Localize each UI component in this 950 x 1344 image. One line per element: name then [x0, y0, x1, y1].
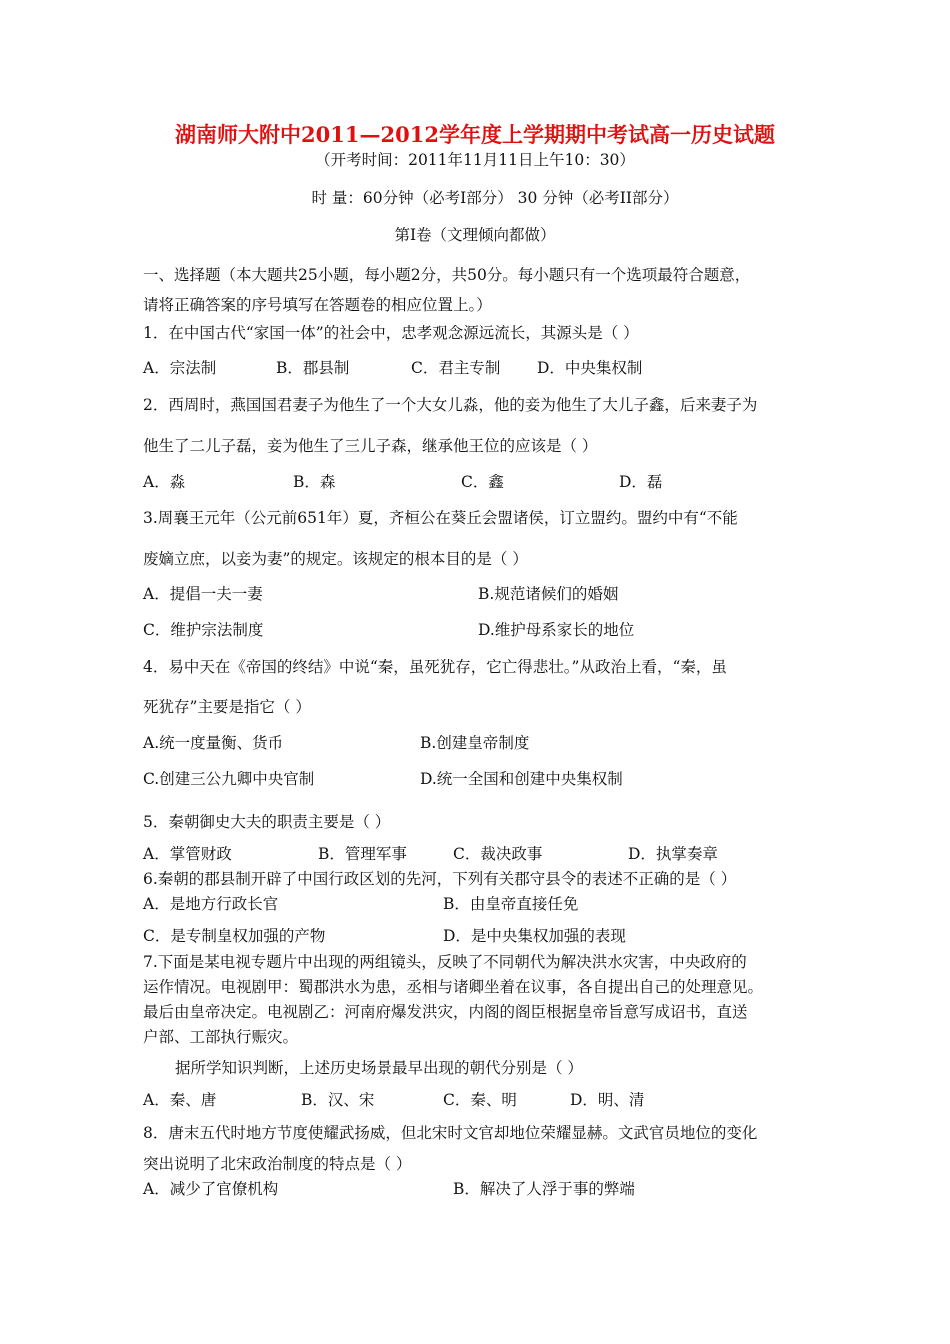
question-5-option-d: D．执掌奏章 — [628, 845, 718, 863]
question-2-stem-line-2: 他生了二儿子磊，妾为他生了三儿子森，继承他王位的应该是（ ） — [143, 437, 598, 455]
question-3-options-row-2 — [143, 623, 843, 641]
question-5-stem: 5．秦朝御史大夫的职责主要是（ ） — [143, 813, 391, 831]
question-6-options-row-2 — [143, 929, 843, 947]
question-6-option-a: A．是地方行政长官 — [143, 895, 279, 913]
question-6-option-b: B．由皇帝直接任免 — [443, 895, 579, 913]
question-5-option-c: C．裁决政事 — [453, 845, 543, 863]
question-2-option-d: D．磊 — [619, 473, 663, 491]
question-7-option-c: C．秦、明 — [443, 1091, 517, 1109]
question-4-options-row-2 — [143, 772, 843, 790]
question-1-option-c: C．君主专制 — [411, 359, 501, 377]
question-4-stem-line-1: 4．易中天在《帝国的终结》中说“秦，虽死犹存，它亡得悲壮。”从政治上看，“秦，虽 — [143, 658, 727, 676]
question-8-stem-line-2: 突出说明了北宋政治制度的特点是（ ） — [143, 1155, 412, 1173]
question-5-options — [143, 847, 843, 865]
question-4-options-row-1 — [143, 736, 843, 754]
question-7-option-a: A．秦、唐 — [143, 1091, 217, 1109]
question-2-options — [143, 475, 843, 493]
question-6-stem: 6.秦朝的郡县制开辟了中国行政区划的先河，下列有关郡守县令的表述不正确的是（ ） — [143, 870, 737, 888]
question-2-stem-line-1: 2．西周时，燕国国君妻子为他生了一个大女儿淼，他的妾为他生了大儿子鑫，后来妻子为 — [143, 396, 758, 414]
question-3-stem-line-1: 3.周襄王元年（公元前651年）夏，齐桓公在葵丘会盟诸侯，订立盟约。盟约中有“不能 — [143, 509, 738, 527]
question-8-option-a: A．减少了官僚机构 — [143, 1180, 279, 1198]
exam-start-time: （开考时间：2011年11月11日上午10：30） — [315, 151, 635, 169]
question-2-option-a: A．淼 — [143, 473, 186, 491]
question-7-stem-line-2: 运作情况。电视剧甲：蜀郡洪水为患，丞相与诸卿坐着在议事，各自提出自己的处理意见。 — [143, 978, 764, 996]
question-7-stem-line-3: 最后由皇帝决定。电视剧乙：河南府爆发洪灾，内阁的阁臣根据皇帝旨意写成诏书，直送 — [143, 1003, 748, 1021]
question-3-option-b: B.规范诸候们的婚姻 — [478, 585, 619, 603]
question-4-stem-line-2: 死犹存”主要是指它（ ） — [143, 698, 311, 716]
question-3-option-c: C．维护宗法制度 — [143, 621, 264, 639]
question-7-stem-line-4: 户部、工部执行赈灾。 — [143, 1028, 299, 1046]
question-6-option-c: C．是专制皇权加强的产物 — [143, 927, 326, 945]
question-2-option-c: C．鑫 — [461, 473, 504, 491]
question-7-option-d: D．明、清 — [570, 1091, 645, 1109]
question-3-option-d: D.维护母系家长的地位 — [478, 621, 635, 639]
question-1-option-a: A．宗法制 — [143, 359, 217, 377]
question-5-option-b: B．管理军事 — [318, 845, 407, 863]
volume-heading: 第Ⅰ卷（文理倾向都做） — [394, 226, 556, 244]
question-3-stem-line-2: 废嫡立庶，以妾为妻”的规定。该规定的根本目的是（ ） — [143, 550, 528, 568]
question-4-option-a: A.统一度量衡、货币 — [143, 734, 284, 752]
question-7-stem-line-1: 7.下面是某电视专题片中出现的两组镜头，反映了不同朝代为解决洪水灾害，中央政府的 — [143, 953, 747, 971]
question-7-option-b: B．汉、宋 — [301, 1091, 375, 1109]
section-intro-line-1: 一、选择题（本大题共25小题，每小题2分，共50分。每小题只有一个选项最符合题意， — [143, 266, 751, 284]
question-7-options — [143, 1093, 843, 1111]
question-4-option-b: B.创建皇帝制度 — [420, 734, 530, 752]
exam-duration: 时 量：60分钟（必考Ⅰ部分） 30 分钟（必考II部分） — [311, 189, 679, 207]
question-4-option-c: C.创建三公九卿中央官制 — [143, 770, 315, 788]
question-4-option-d: D.统一全国和创建中央集权制 — [420, 770, 623, 788]
section-intro-line-2: 请将正确答案的序号填写在答题卷的相应位置上。） — [143, 296, 492, 314]
question-3-options-row-1 — [143, 587, 843, 605]
question-1-option-d: D．中央集权制 — [537, 359, 643, 377]
question-8-option-b: B．解决了人浮于事的弊端 — [453, 1180, 635, 1198]
question-5-option-a: A．掌管财政 — [143, 845, 232, 863]
question-1-option-b: B．郡县制 — [276, 359, 350, 377]
question-8-stem-line-1: 8．唐末五代时地方节度使耀武扬威，但北宋时文官却地位荣耀显赫。文武官员地位的变化 — [143, 1124, 758, 1142]
question-1-stem: 1．在中国古代“家国一体”的社会中，忠孝观念源远流长，其源头是（ ） — [143, 324, 639, 342]
question-2-option-b: B．森 — [293, 473, 336, 491]
question-6-option-d: D．是中央集权加强的表现 — [443, 927, 626, 945]
question-6-options-row-1 — [143, 897, 843, 915]
exam-title: 湖南师大附中2011—2012学年度上学期期中考试高一历史试题 — [175, 122, 775, 147]
question-1-options — [143, 361, 843, 379]
question-3-option-a: A．提倡一夫一妻 — [143, 585, 263, 603]
question-8-options — [143, 1182, 843, 1200]
question-7-stem-line-5: 据所学知识判断，上述历史场景最早出现的朝代分别是（ ） — [175, 1059, 583, 1077]
